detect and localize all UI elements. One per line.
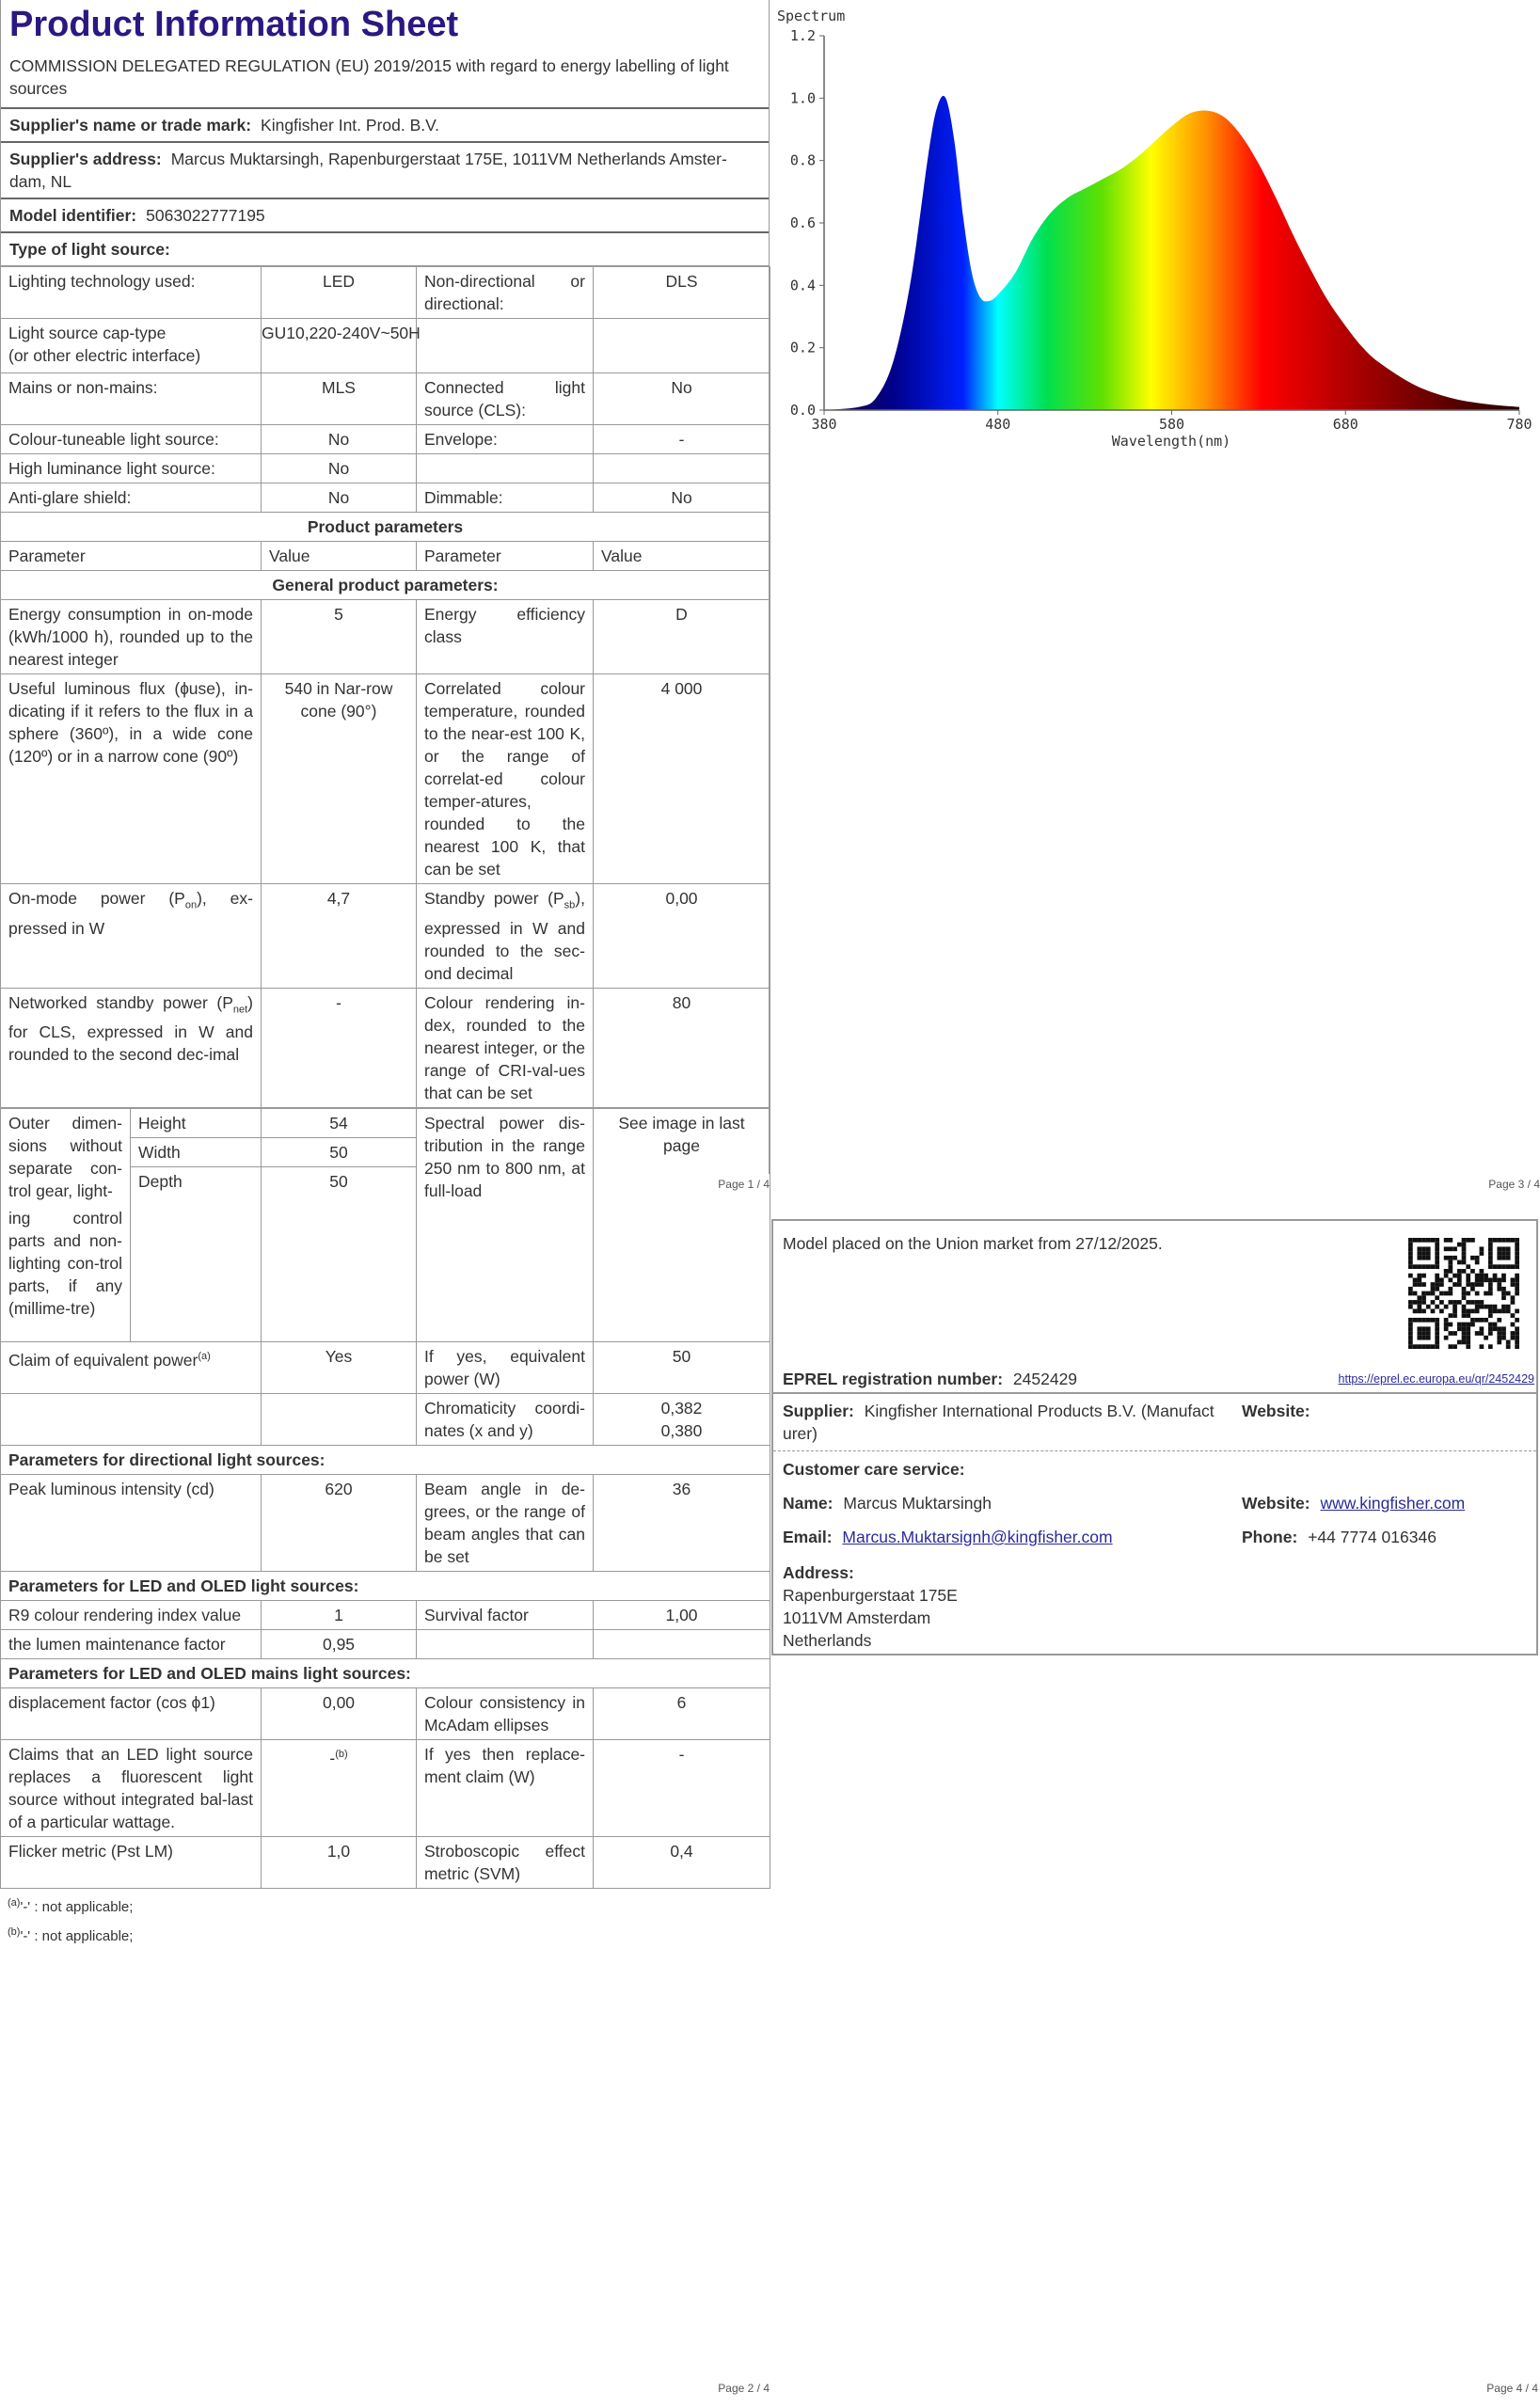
col-header-parameter: Parameter — [417, 542, 594, 571]
x-axis-label: Wavelength(nm) — [1111, 433, 1231, 450]
eprel-label: EPREL registration number: — [783, 1370, 1004, 1388]
fluorescent-dash: - — [329, 1748, 336, 1767]
luminous-flux-value: 540 in Nar-row cone (90°) — [262, 674, 417, 884]
eprel-row — [783, 1368, 1077, 1390]
cap-type-label — [1, 319, 262, 373]
empty-cell — [262, 1393, 417, 1445]
page-4 — [770, 1204, 1540, 2408]
x-tick-label: 780 — [1506, 416, 1532, 433]
name-value: Marcus Muktarsingh — [843, 1494, 992, 1513]
x-tick-label: 480 — [985, 416, 1011, 433]
address-line-2: 1011VM Amsterdam — [783, 1608, 931, 1627]
col-header-value: Value — [594, 542, 770, 571]
page-number: Page 2 / 4 — [718, 2382, 770, 2395]
directional-params-header: Parameters for directional light sources: — [1, 1445, 770, 1474]
table-row — [1, 1658, 770, 1687]
standby-label-b: ), expressed in W and rounded to the sec-ond decimal — [424, 889, 585, 983]
table-row — [1, 988, 770, 1107]
address-block — [783, 1561, 958, 1652]
table-row — [1, 1629, 770, 1658]
supplier-address-row — [0, 143, 770, 199]
equivalent-power-claim-label — [1, 1341, 262, 1393]
high-luminance-label: High luminance light source: — [1, 454, 262, 483]
regulation-subtitle: COMMISSION DELEGATED REGULATION (EU) 2019/2015 with regard to energy labelling of light sources — [0, 47, 770, 109]
lighting-tech-label: Lighting technology used: — [1, 267, 262, 319]
type-of-light-source-label: Type of light source: — [9, 240, 170, 259]
table-row — [1, 373, 770, 425]
cri-value: 80 — [594, 988, 770, 1107]
page-number: Page 3 / 4 — [1488, 1178, 1540, 1191]
phone-row — [1242, 1526, 1437, 1548]
table-row — [1, 454, 770, 483]
supplier-label: Supplier: — [783, 1402, 854, 1420]
equivalent-power-label: If yes, equivalent power (W) — [417, 1341, 594, 1393]
depth-value: 50 — [262, 1166, 417, 1205]
fluorescent-claim-value — [262, 1739, 417, 1836]
table-row — [1, 1739, 770, 1836]
stroboscopic-label: Stroboscopic effect metric (SVM) — [417, 1836, 594, 1888]
empty-cell — [417, 1629, 594, 1658]
networked-label-a: Networked standby power (P — [8, 992, 233, 1012]
displacement-factor-label: displacement factor (cos ϕ1) — [1, 1687, 262, 1739]
survival-factor-value: 1,00 — [594, 1600, 770, 1629]
networked-label-sub: net — [232, 1004, 248, 1015]
colour-consistency-value: 6 — [594, 1687, 770, 1739]
table-row — [1, 1108, 770, 1137]
empty-cell — [131, 1204, 262, 1341]
empty-cell — [262, 1204, 417, 1341]
model-identifier-row — [0, 199, 770, 233]
standby-label-a: Standby power (P — [424, 889, 564, 908]
cct-value: 4 000 — [594, 674, 770, 884]
equivalent-claim-text: Claim of equivalent power — [8, 1350, 198, 1370]
chromaticity-y: 0,380 — [660, 1420, 703, 1440]
y-tick-label: 1.2 — [789, 27, 816, 44]
light-source-table — [0, 266, 770, 1108]
footnote-b-marker: (b) — [8, 1925, 21, 1938]
y-tick-label: 0.6 — [789, 214, 816, 231]
address-label: Address: — [783, 1563, 854, 1582]
table-row — [1, 1474, 770, 1571]
website-label: Website: — [1242, 1402, 1310, 1420]
page-number: Page 4 / 4 — [1486, 2382, 1538, 2395]
dimensions-table — [0, 1108, 770, 1205]
email-label: Email: — [783, 1528, 833, 1546]
onmode-label-a: On-mode power (P — [8, 889, 185, 908]
y-ticks — [790, 27, 824, 419]
cls-label: Connected light source (CLS): — [417, 373, 594, 425]
onmode-power-label — [1, 884, 262, 989]
table-row — [1, 1204, 770, 1341]
flicker-label: Flicker metric (Pst LM) — [1, 1836, 262, 1888]
page-3 — [770, 0, 1540, 1204]
height-value: 54 — [262, 1108, 417, 1137]
chromaticity-label: Chromaticity coordi-nates (x and y) — [417, 1393, 594, 1445]
continued-table — [0, 1204, 770, 1889]
table-row — [1, 425, 770, 454]
energy-class-label: Energy efficiency class — [417, 600, 594, 674]
spectrum-chart — [770, 0, 1540, 461]
product-parameters-header: Product parameters — [1, 513, 770, 542]
y-tick-label: 0.4 — [789, 277, 816, 294]
stroboscopic-value: 0,4 — [594, 1836, 770, 1888]
width-value: 50 — [262, 1137, 417, 1166]
chromaticity-x: 0,382 — [660, 1398, 703, 1418]
eprel-link[interactable]: https://eprel.ec.europa.eu/qr/2452429 — [1338, 1372, 1534, 1386]
page-number: Page 1 / 4 — [718, 1178, 770, 1191]
cap-type-line-2: (or other electric interface) — [8, 346, 201, 365]
cap-type-line-1: Light source cap-type — [8, 324, 167, 342]
page-title: Product Information Sheet — [9, 5, 459, 44]
address-line-1: Rapenburgerstaat 175E — [783, 1586, 958, 1605]
table-row — [1, 884, 770, 989]
footnote-a-text: '-' : not applicable; — [20, 1898, 134, 1915]
empty-cell — [594, 454, 770, 483]
r9-value: 1 — [262, 1600, 417, 1629]
x-tick-label: 580 — [1158, 416, 1185, 433]
cri-label: Colour rendering in-dex, rounded to the nearest integer, or the range of CRI-val-ues that can be set — [417, 988, 594, 1107]
networked-standby-value: - — [262, 988, 417, 1107]
replacement-claim-label: If yes then replace-ment claim (W) — [417, 1739, 594, 1836]
empty-cell — [594, 1629, 770, 1658]
page-1 — [0, 0, 770, 1204]
footnote-ref-a: (a) — [198, 1350, 211, 1362]
onmode-power-value: 4,7 — [262, 884, 417, 989]
fluorescent-claim-label: Claims that an LED light source replaces a fluorescent light source without integrated bal-last of a particular wattage. — [1, 1739, 262, 1836]
beam-angle-label: Beam angle in de-grees, or the range of beam angles that can be set — [417, 1474, 594, 1571]
table-row — [1, 1600, 770, 1629]
table-row — [1, 1393, 770, 1445]
led-mains-params-header: Parameters for LED and OLED mains light sources: — [1, 1658, 770, 1687]
envelope-label: Envelope: — [417, 425, 594, 454]
table-row — [1, 1687, 770, 1739]
replacement-claim-value: - — [594, 1739, 770, 1836]
width-label: Width — [131, 1137, 262, 1166]
depth-label: Depth — [131, 1166, 262, 1205]
supplier-address-value: Marcus Muktarsingh, Rapenburgerstaat 175E, 1011VM Netherlands Amster-dam, NL — [9, 150, 727, 191]
empty-cell — [1, 1393, 262, 1445]
energy-consumption-label: Energy consumption in on-mode (kWh/1000 h), rounded up to the nearest integer — [1, 600, 262, 674]
table-row — [1, 1836, 770, 1888]
general-parameters-header: General product parameters: — [1, 571, 770, 600]
col-header-value: Value — [262, 542, 417, 571]
dimmable-label: Dimmable: — [417, 483, 594, 513]
supplier-row — [783, 1400, 1234, 1445]
email-link[interactable]: Marcus.Muktarsignh@kingfisher.com — [842, 1528, 1113, 1546]
height-label: Height — [131, 1108, 262, 1137]
website2-label: Website: — [1242, 1494, 1310, 1513]
name-label: Name: — [783, 1494, 834, 1513]
lumen-maintenance-value: 0,95 — [262, 1629, 417, 1658]
y-tick-label: 0.0 — [789, 402, 816, 419]
table-row — [1, 600, 770, 674]
name-row — [783, 1492, 992, 1514]
x-ticks — [811, 410, 1532, 433]
footnote-b-text: '-' : not applicable; — [20, 1927, 134, 1944]
type-of-light-source-row — [0, 233, 770, 266]
cls-value: No — [594, 373, 770, 425]
lumen-maintenance-label: the lumen maintenance factor — [1, 1629, 262, 1658]
market-placement-text: Model placed on the Union market from 27/12/2025. — [783, 1234, 1163, 1253]
survival-factor-label: Survival factor — [417, 1600, 594, 1629]
envelope-value: - — [594, 425, 770, 454]
qr-code — [1408, 1238, 1519, 1349]
footnote-a — [8, 1891, 770, 1920]
high-luminance-value: No — [262, 454, 417, 483]
y-axis-label: Spectrum — [777, 8, 846, 24]
standby-power-value: 0,00 — [594, 884, 770, 989]
peak-intensity-label: Peak luminous intensity (cd) — [1, 1474, 262, 1571]
non-directional-label: Non-directional or directional: — [417, 267, 594, 319]
anti-glare-value: No — [262, 483, 417, 513]
equivalent-power-value: 50 — [594, 1341, 770, 1393]
eprel-value: 2452429 — [1012, 1370, 1078, 1388]
non-directional-value: DLS — [594, 267, 770, 319]
page-2 — [0, 1204, 770, 2408]
y-tick-label: 1.0 — [789, 89, 816, 107]
networked-standby-label — [1, 988, 262, 1107]
colour-consistency-label: Colour consistency in McAdam ellipses — [417, 1687, 594, 1739]
beam-angle-value: 36 — [594, 1474, 770, 1571]
x-tick-label: 680 — [1332, 416, 1358, 433]
table-row — [1, 1571, 770, 1600]
table-row — [1, 1445, 770, 1474]
empty-cell — [594, 319, 770, 373]
luminous-flux-label: Useful luminous flux (ɸuse), in-dicating if it refers to the flux in a sphere (360º), in a wide cone (120º) or in a narrow cone (90º) — [1, 674, 262, 884]
lighting-tech-value: LED — [262, 267, 417, 319]
cct-label: Correlated colour temperature, rounded to the near-est 100 K, or the range of correlat-ed colour temper-atures, rounded to the nearest 100 K, that can be set — [417, 674, 594, 884]
empty-cell — [417, 319, 594, 373]
model-identifier-label: Model identifier: — [9, 206, 137, 225]
supplier-name-row — [0, 109, 770, 143]
energy-class-value: D — [594, 600, 770, 674]
standby-power-label — [417, 884, 594, 989]
address-line-3: Netherlands — [783, 1631, 872, 1650]
dimmable-value: No — [594, 483, 770, 513]
table-row — [1, 483, 770, 513]
website-row — [1242, 1400, 1310, 1422]
y-tick-label: 0.2 — [789, 339, 816, 356]
divider — [773, 1392, 1536, 1394]
supplier-value: Kingfisher International Products B.V. (Manufact urer) — [783, 1402, 1215, 1443]
r9-label: R9 colour rendering index value — [1, 1600, 262, 1629]
empty-cell — [417, 1204, 594, 1341]
website2-row — [1242, 1492, 1465, 1514]
empty-cell — [594, 1204, 770, 1341]
website-link[interactable]: www.kingfisher.com — [1320, 1494, 1466, 1513]
anti-glare-label: Anti-glare shield: — [1, 483, 262, 513]
colour-tuneable-value: No — [262, 425, 417, 454]
footnote-b — [8, 1920, 770, 1949]
mains-value: MLS — [262, 373, 417, 425]
customer-care-heading: Customer care service: — [783, 1460, 965, 1479]
spectrum-area — [824, 96, 1519, 410]
outer-dimensions-continued: ing control parts and non-lighting con-trol parts, if any (millime-tre) — [1, 1204, 131, 1341]
empty-cell — [417, 454, 594, 483]
supplier-address-label: Supplier's address: — [9, 150, 162, 168]
outer-dimensions-label: Outer dimen-sions without separate con-trol gear, light- — [1, 1108, 131, 1205]
led-params-header: Parameters for LED and OLED light sources: — [1, 1571, 770, 1600]
customer-care-label — [783, 1458, 965, 1481]
model-identifier-value: 5063022777195 — [146, 206, 265, 225]
table-row — [1, 542, 770, 571]
spd-value: See image in last page — [594, 1108, 770, 1205]
colour-tuneable-label: Colour-tuneable light source: — [1, 425, 262, 454]
cap-type-value: GU10,220-240V~50H — [262, 319, 417, 373]
table-row — [1, 1341, 770, 1393]
footnote-ref-b: (b) — [335, 1748, 348, 1760]
standby-label-sub: sb — [564, 899, 576, 911]
mains-label: Mains or non-mains: — [1, 373, 262, 425]
onmode-label-b: ), ex-pressed in W — [8, 889, 253, 938]
y-tick-label: 0.8 — [789, 151, 816, 169]
table-row — [1, 319, 770, 373]
onmode-label-sub: on — [184, 899, 198, 911]
phone-value: +44 7774 016346 — [1308, 1528, 1437, 1546]
flicker-value: 1,0 — [262, 1836, 417, 1888]
email-row — [783, 1526, 1113, 1548]
chromaticity-value — [594, 1393, 770, 1445]
networked-label-b: ) for CLS, expressed in W and rounded to the second dec-imal — [8, 992, 253, 1064]
table-row — [1, 267, 770, 319]
x-tick-label: 380 — [811, 416, 837, 433]
table-row — [1, 513, 770, 542]
supplier-name-value: Kingfisher Int. Prod. B.V. — [261, 116, 440, 135]
peak-intensity-value: 620 — [262, 1474, 417, 1571]
spd-label: Spectral power dis-tribution in the range 250 nm to 800 nm, at full-load — [417, 1108, 594, 1205]
energy-consumption-value: 5 — [262, 600, 417, 674]
dashed-divider — [773, 1450, 1536, 1451]
phone-label: Phone: — [1242, 1528, 1298, 1546]
supplier-name-label: Supplier's name or trade mark: — [9, 116, 252, 135]
displacement-factor-value: 0,00 — [262, 1687, 417, 1739]
table-row — [1, 571, 770, 600]
col-header-parameter: Parameter — [1, 542, 262, 571]
equivalent-power-claim-value: Yes — [262, 1341, 417, 1393]
supplier-info-box — [771, 1219, 1538, 1656]
table-row — [1, 674, 770, 884]
footnote-a-marker: (a) — [8, 1896, 21, 1909]
